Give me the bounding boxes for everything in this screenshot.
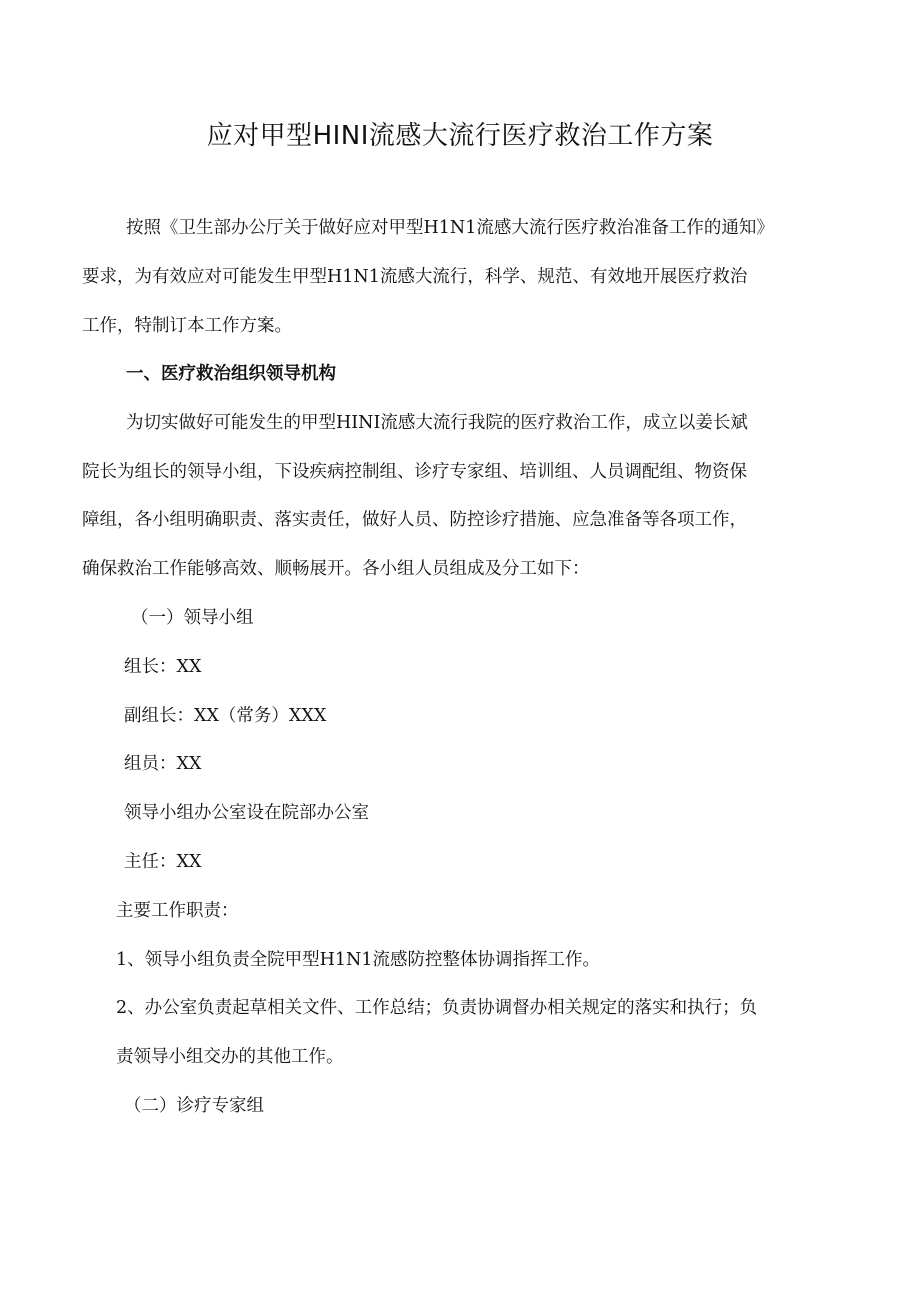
section1-line-4: 确保救治工作能够高效、顺畅展开。各小组人员组成及分工如下： bbox=[82, 559, 590, 579]
subsection2-heading: （二）诊疗专家组 bbox=[124, 1096, 264, 1116]
office-location-line: 领导小组办公室设在院部办公室 bbox=[124, 803, 369, 823]
members-line: 组员：XX bbox=[124, 754, 202, 774]
leader-line: 组长：XX bbox=[124, 657, 202, 677]
intro-line-3: 工作，特制订本工作方案。 bbox=[82, 316, 292, 336]
document-title: 应对甲型HINI流感大流行医疗救治工作方案 bbox=[206, 121, 714, 151]
section1-line-3: 障组，各小组明确职责、落实责任，做好人员、防控诊疗措施、应急准备等各项工作， bbox=[82, 510, 747, 530]
duty-2-line-2: 责领导小组交办的其他工作。 bbox=[116, 1047, 344, 1067]
deputy-leader-line: 副组长：XX（常务）XXX bbox=[124, 706, 327, 726]
section1-line-2: 院长为组长的领导小组，下设疾病控制组、诊疗专家组、培训组、人员调配组、物资保 bbox=[82, 462, 747, 482]
duty-1: 1、领导小组负责全院甲型H1N1流感防控整体协调指挥工作。 bbox=[116, 950, 600, 970]
duties-heading: 主要工作职责： bbox=[116, 901, 239, 921]
intro-line-2: 要求，为有效应对可能发生甲型H1N1流感大流行，科学、规范、有效地开展医疗救治 bbox=[82, 267, 748, 287]
intro-line-1: 按照《卫生部办公厅关于做好应对甲型H1N1流感大流行医疗救治准备工作的通知》 bbox=[126, 218, 774, 238]
duty-2-line-1: 2、办公室负责起草相关文件、工作总结；负责协调督办相关规定的落实和执行；负 bbox=[116, 998, 758, 1018]
section1-line-1: 为切实做好可能发生的甲型HINI流感大流行我院的医疗救治工作，成立以姜长斌 bbox=[126, 413, 748, 433]
director-line: 主任：XX bbox=[124, 852, 202, 872]
section1-heading: 一、医疗救治组织领导机构 bbox=[126, 364, 336, 384]
subsection1-heading: （一）领导小组 bbox=[131, 608, 254, 628]
